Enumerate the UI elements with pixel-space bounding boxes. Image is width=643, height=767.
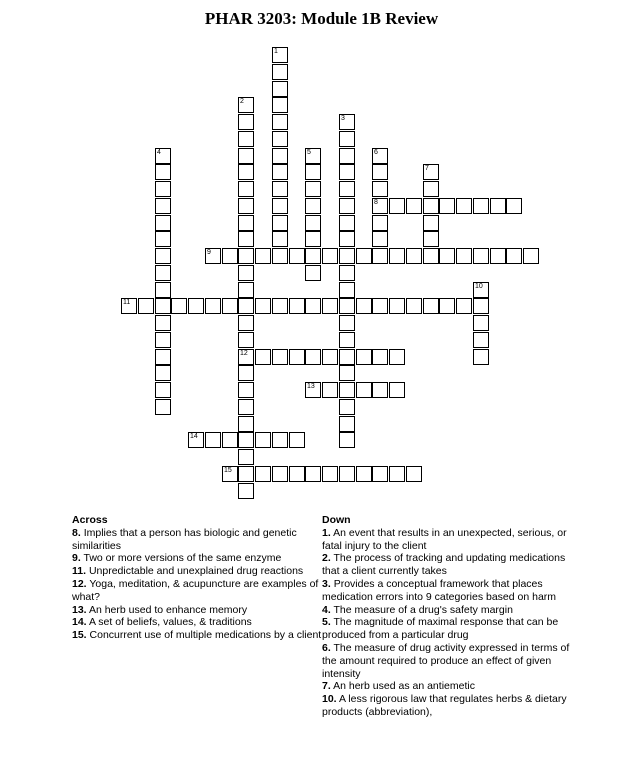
grid-cell[interactable] <box>272 64 288 80</box>
cell-number: 8 <box>374 199 378 206</box>
grid-cell[interactable] <box>255 432 271 448</box>
clue-across-8: 8. Implies that a person has biologic and genetic similarities <box>72 526 297 552</box>
grid-cell[interactable] <box>439 298 455 314</box>
grid-cell[interactable] <box>305 215 321 231</box>
cell-number: 2 <box>240 98 244 105</box>
grid-cell[interactable] <box>356 349 372 365</box>
grid-cell[interactable] <box>456 248 472 264</box>
grid-cell[interactable] <box>222 466 238 482</box>
grid-cell[interactable] <box>155 399 171 415</box>
grid-cell[interactable] <box>255 298 271 314</box>
grid-cell[interactable] <box>305 349 321 365</box>
grid-cell[interactable] <box>155 332 171 348</box>
cell-number: 6 <box>374 149 378 156</box>
grid-cell[interactable] <box>155 248 171 264</box>
grid-cell[interactable] <box>155 298 171 314</box>
grid-cell[interactable] <box>205 432 221 448</box>
cell-number: 11 <box>123 299 131 306</box>
grid-cell[interactable] <box>456 198 472 214</box>
grid-cell[interactable] <box>155 349 171 365</box>
clue-down-6: 6. The measure of drug activity expressed in terms of the amount required to produce an effect of given intensity <box>322 641 570 680</box>
grid-cell[interactable] <box>222 432 238 448</box>
down-clues <box>322 514 577 719</box>
grid-cell[interactable] <box>155 282 171 298</box>
grid-cell[interactable] <box>389 298 405 314</box>
grid-cell[interactable] <box>289 248 305 264</box>
grid-cell[interactable] <box>339 365 355 381</box>
grid-cell[interactable] <box>155 382 171 398</box>
grid-cell[interactable] <box>339 164 355 180</box>
grid-cell[interactable] <box>289 432 305 448</box>
grid-cell[interactable] <box>272 97 288 113</box>
grid-cell[interactable] <box>423 231 439 247</box>
grid-cell[interactable] <box>339 231 355 247</box>
grid-cell[interactable] <box>356 382 372 398</box>
grid-cell[interactable] <box>473 332 489 348</box>
grid-cell[interactable] <box>389 198 405 214</box>
grid-cell[interactable] <box>238 148 254 164</box>
grid-cell[interactable] <box>272 198 288 214</box>
grid-cell[interactable] <box>238 416 254 432</box>
grid-cell[interactable] <box>238 483 254 499</box>
grid-cell[interactable] <box>339 466 355 482</box>
grid-cell[interactable] <box>322 298 338 314</box>
grid-cell[interactable] <box>423 298 439 314</box>
grid-cell[interactable] <box>238 198 254 214</box>
grid-cell[interactable] <box>339 265 355 281</box>
grid-cell[interactable] <box>238 215 254 231</box>
grid-cell[interactable] <box>473 315 489 331</box>
grid-cell[interactable] <box>423 181 439 197</box>
clue-down-5: 5. The magnitude of maximal response that can be produced from a particular drug <box>322 616 559 642</box>
grid-cell[interactable] <box>155 164 171 180</box>
grid-cell[interactable] <box>339 298 355 314</box>
grid-cell[interactable] <box>222 298 238 314</box>
grid-cell[interactable] <box>356 248 372 264</box>
grid-cell[interactable] <box>406 198 422 214</box>
grid-cell[interactable] <box>272 215 288 231</box>
clue-across-13: 13. An herb used to enhance memory <box>72 603 248 616</box>
grid-cell[interactable] <box>238 164 254 180</box>
page-title: PHAR 3203: Module 1B Review <box>204 9 439 28</box>
grid-cell[interactable] <box>339 399 355 415</box>
grid-cell[interactable] <box>389 382 405 398</box>
grid-cell[interactable] <box>339 181 355 197</box>
grid-cell[interactable] <box>238 114 254 130</box>
across-heading: Across <box>72 514 108 526</box>
grid-cell[interactable] <box>272 148 288 164</box>
grid-cell[interactable] <box>506 198 522 214</box>
grid-cell[interactable] <box>322 349 338 365</box>
grid-cell[interactable] <box>339 349 355 365</box>
grid-cell[interactable] <box>155 181 171 197</box>
cell-number: 1 <box>274 48 278 55</box>
grid-cell[interactable] <box>372 231 388 247</box>
grid-cell[interactable] <box>272 81 288 97</box>
grid-cell[interactable] <box>272 114 288 130</box>
grid-cell[interactable] <box>372 198 388 214</box>
grid-cell[interactable] <box>372 215 388 231</box>
cell-number: 5 <box>307 149 311 156</box>
grid-cell[interactable] <box>205 298 221 314</box>
grid-cell[interactable] <box>339 332 355 348</box>
grid-cell[interactable] <box>289 298 305 314</box>
grid-cell[interactable] <box>372 181 388 197</box>
grid-cell[interactable] <box>322 248 338 264</box>
grid-cell[interactable] <box>339 131 355 147</box>
grid-cell[interactable] <box>372 164 388 180</box>
grid-cell[interactable] <box>238 432 254 448</box>
grid-cell[interactable] <box>289 349 305 365</box>
grid-cell[interactable] <box>490 198 506 214</box>
grid-cell[interactable] <box>238 97 254 113</box>
grid-cell[interactable] <box>272 466 288 482</box>
grid-cell[interactable] <box>473 248 489 264</box>
grid-cell[interactable] <box>372 349 388 365</box>
grid-cell[interactable] <box>339 114 355 130</box>
grid-cell[interactable] <box>389 248 405 264</box>
grid-cell[interactable] <box>339 148 355 164</box>
grid-cell[interactable] <box>339 198 355 214</box>
grid-cell[interactable] <box>339 315 355 331</box>
grid-cell[interactable] <box>339 382 355 398</box>
grid-cell[interactable] <box>305 181 321 197</box>
clue-down-1: 1. An event that results in an unexpected, serious, or fatal injury to the client <box>322 526 567 552</box>
grid-cell[interactable] <box>473 282 489 298</box>
grid-cell[interactable] <box>272 131 288 147</box>
grid-cell[interactable] <box>439 248 455 264</box>
grid-cell[interactable] <box>322 466 338 482</box>
grid-cell[interactable] <box>389 349 405 365</box>
grid-cell[interactable] <box>423 248 439 264</box>
grid-cell[interactable] <box>490 248 506 264</box>
grid-cell[interactable] <box>121 298 137 314</box>
grid-cell[interactable] <box>305 164 321 180</box>
grid-cell[interactable] <box>255 466 271 482</box>
grid-cell[interactable] <box>238 365 254 381</box>
grid-cell[interactable] <box>305 198 321 214</box>
grid-cell[interactable] <box>272 432 288 448</box>
clue-down-7: 7. An herb used as an antiemetic <box>322 680 475 693</box>
cell-number: 9 <box>207 249 211 256</box>
grid-cell[interactable] <box>272 231 288 247</box>
grid-cell[interactable] <box>305 148 321 164</box>
grid-cell[interactable] <box>155 231 171 247</box>
grid-cell[interactable] <box>389 466 405 482</box>
clue-down-10: 10. A less rigorous law that regulates herbs & dietary products (abbreviation), <box>322 693 567 718</box>
grid-cell[interactable] <box>138 298 154 314</box>
clue-down-4: 4. The measure of a drug's safety margin <box>322 603 513 616</box>
grid-cell[interactable] <box>188 432 204 448</box>
clue-down-3: 3. Provides a conceptual framework that places medication errors into 9 categories based on harm <box>322 577 557 603</box>
down-heading: Down <box>322 514 351 526</box>
grid-cell[interactable] <box>238 298 254 314</box>
grid-cell[interactable] <box>155 215 171 231</box>
grid-cell[interactable] <box>439 198 455 214</box>
grid-cell[interactable] <box>155 365 171 381</box>
grid-cell[interactable] <box>406 298 422 314</box>
grid-cell[interactable] <box>255 349 271 365</box>
grid-cell[interactable] <box>205 248 221 264</box>
grid-cell[interactable] <box>238 449 254 465</box>
grid-cell[interactable] <box>155 265 171 281</box>
grid-cell[interactable] <box>238 349 254 365</box>
cell-number: 13 <box>307 383 315 390</box>
cell-number: 7 <box>425 165 429 172</box>
clue-across-15: 15. Concurrent use of multiple medications by a client <box>72 629 322 642</box>
grid-cell[interactable] <box>372 382 388 398</box>
grid-cell[interactable] <box>238 282 254 298</box>
grid-cell[interactable] <box>255 248 271 264</box>
grid-cell[interactable] <box>523 248 539 264</box>
clue-across-9: 9. Two or more versions of the same enzyme <box>72 552 282 565</box>
grid-cell[interactable] <box>155 315 171 331</box>
grid-cell[interactable] <box>155 148 171 164</box>
across-clues <box>72 514 322 642</box>
grid-cell[interactable] <box>289 466 305 482</box>
grid-cell[interactable] <box>339 432 355 448</box>
cell-number: 3 <box>341 115 345 122</box>
grid-cell[interactable] <box>238 382 254 398</box>
grid-cell[interactable] <box>473 349 489 365</box>
clue-down-2: 2. The process of tracking and updating medications that a client currently takes <box>322 552 566 578</box>
grid-cell[interactable] <box>322 382 338 398</box>
grid-cell[interactable] <box>423 164 439 180</box>
grid-cell[interactable] <box>423 215 439 231</box>
grid-cell[interactable] <box>506 248 522 264</box>
grid-cell[interactable] <box>305 231 321 247</box>
grid-cell[interactable] <box>272 298 288 314</box>
grid-cell[interactable] <box>356 466 372 482</box>
clue-across-11: 11. Unpredictable and unexplained drug reactions <box>72 565 304 578</box>
grid-cell[interactable] <box>272 248 288 264</box>
grid-cell[interactable] <box>272 164 288 180</box>
grid-cell[interactable] <box>238 181 254 197</box>
grid-cell[interactable] <box>339 416 355 432</box>
grid-cell[interactable] <box>356 298 372 314</box>
grid-cell[interactable] <box>406 248 422 264</box>
grid-cell[interactable] <box>456 298 472 314</box>
grid-cell[interactable] <box>305 298 321 314</box>
grid-cell[interactable] <box>305 248 321 264</box>
cell-number: 15 <box>224 467 232 474</box>
grid-cell[interactable] <box>238 248 254 264</box>
grid-cell[interactable] <box>238 315 254 331</box>
cell-number: 14 <box>190 433 198 440</box>
grid-cell[interactable] <box>305 382 321 398</box>
grid-cell[interactable] <box>238 131 254 147</box>
grid-cell[interactable] <box>238 231 254 247</box>
cell-number: 10 <box>475 283 483 290</box>
grid-cell[interactable] <box>155 198 171 214</box>
grid-cell[interactable] <box>305 265 321 281</box>
grid-cell[interactable] <box>171 298 187 314</box>
grid-cell[interactable] <box>473 298 489 314</box>
grid-cell[interactable] <box>372 248 388 264</box>
grid-cell[interactable] <box>272 47 288 63</box>
cell-number: 12 <box>240 350 248 357</box>
cell-number: 4 <box>157 149 161 156</box>
grid-cell[interactable] <box>305 466 321 482</box>
grid-cell[interactable] <box>423 198 439 214</box>
grid-cell[interactable] <box>238 332 254 348</box>
grid-cell[interactable] <box>222 248 238 264</box>
grid-cell[interactable] <box>339 282 355 298</box>
grid-cell[interactable] <box>238 466 254 482</box>
grid-cell[interactable] <box>238 399 254 415</box>
grid-cell[interactable] <box>473 198 489 214</box>
grid-cell[interactable] <box>238 265 254 281</box>
grid-cell[interactable] <box>272 181 288 197</box>
grid-cell[interactable] <box>272 349 288 365</box>
grid-cell[interactable] <box>372 148 388 164</box>
grid-cell[interactable] <box>339 215 355 231</box>
grid-cell[interactable] <box>372 298 388 314</box>
grid-cell[interactable] <box>406 466 422 482</box>
clue-across-14: 14. A set of beliefs, values, & traditions <box>72 616 252 629</box>
grid-cell[interactable] <box>372 466 388 482</box>
grid-cell[interactable] <box>188 298 204 314</box>
grid-cell[interactable] <box>339 248 355 264</box>
clue-across-12: 12. Yoga, meditation, & acupuncture are examples of what? <box>72 577 319 603</box>
